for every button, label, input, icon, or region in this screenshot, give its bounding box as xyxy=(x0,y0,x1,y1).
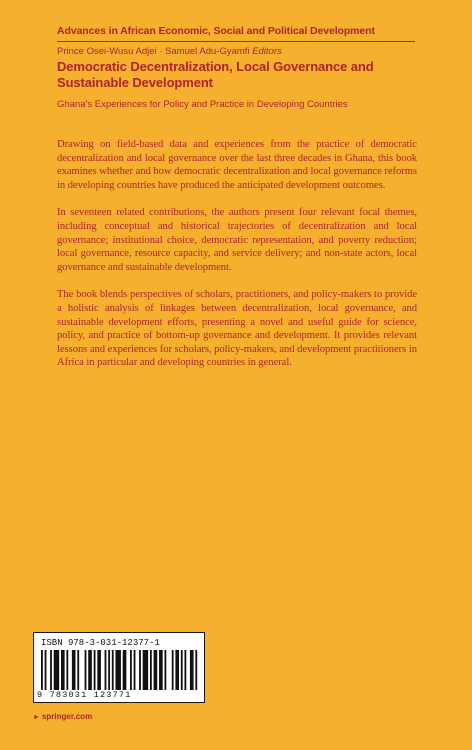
blurb-paragraph: In seventeen related contributions, the authors present four relevant focal themes, including conceptual and historical trajectories of decentralization and local governance; institutional choice, democratic representation, and poverty reduction; local governance, resource capacity, and service delivery; and non-state actors, local governance and sustainable development. xyxy=(57,207,417,273)
barcode-digits: 9 783031 123771 xyxy=(37,690,132,700)
arrow-icon: ► xyxy=(33,714,40,721)
blurb-paragraph: Drawing on field-based data and experiences from the practice of democratic decentralization and local governance over the last three decades in Ghana, this book examines whether and how democratic decentralization and local governance reforms in developing countries have produced the anticipated development outcomes. xyxy=(57,139,417,191)
barcode xyxy=(33,632,205,703)
isbn-label: ISBN 978-3-031-12377-1 xyxy=(41,638,160,648)
blurb-paragraph: The book blends perspectives of scholars, practitioners, and policy-makers to provide a holistic analysis of linkages between decentralization, local governance, and sustainable development efforts, presenting a novel and useful guide for science, policy, and practice of bottom-up governance and development. It provides relevant lessons and experiences for scholars, policy-makers, and development practitioners in Africa in particular and developing countries in general. xyxy=(57,289,417,369)
book-subtitle: Ghana's Experiences for Policy and Practice in Developing Countries xyxy=(57,99,348,110)
barcode-bars xyxy=(41,650,199,690)
publisher-link[interactable] xyxy=(33,712,92,721)
book-title: Democratic Decentralization, Local Governance and Sustainable Development xyxy=(57,59,374,90)
editors-role: Editors xyxy=(252,46,282,57)
series-title: Advances in African Economic, Social and Political Development xyxy=(57,25,375,37)
blurb xyxy=(57,138,417,384)
editor-names: Prince Osei-Wusu Adjei · Samuel Adu-Gyamfi xyxy=(57,46,250,57)
editors-line xyxy=(57,46,282,57)
divider xyxy=(57,41,415,42)
publisher-url: springer.com xyxy=(41,712,93,721)
